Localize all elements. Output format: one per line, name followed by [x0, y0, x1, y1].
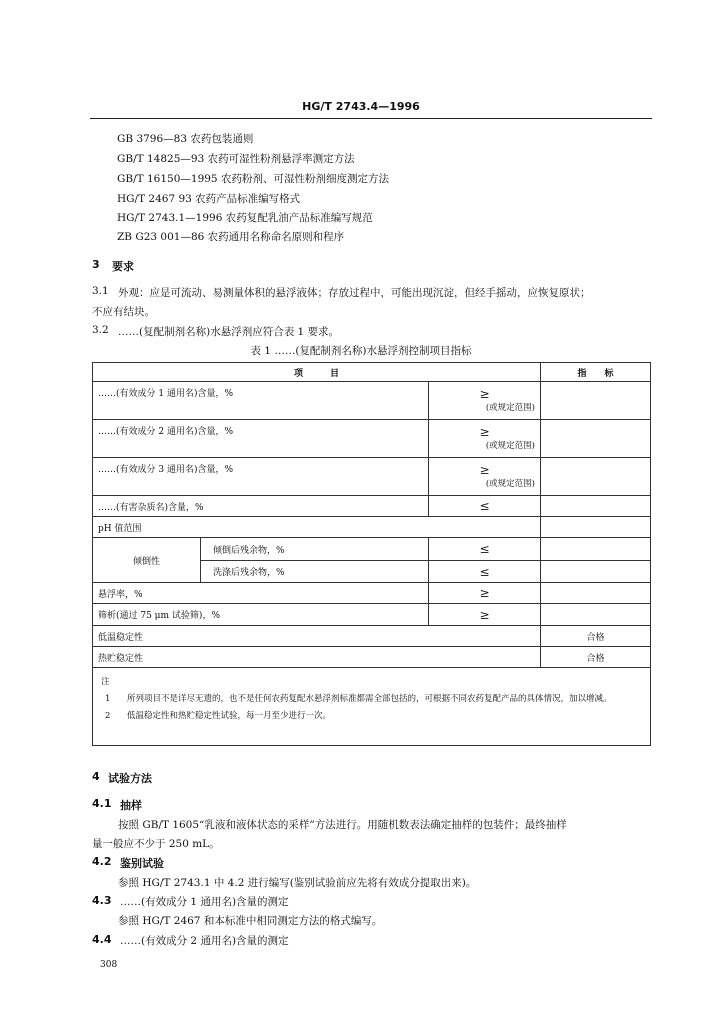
note-2: 2 低温稳定性和热贮稳定性试验，每一月至少进行一次。 — [105, 711, 332, 721]
row-label-active-3: ……(有效成分 3 通用名)含量，% — [93, 458, 429, 496]
note-1: 1 所列项目不是详尽无遗的，也不是任何农药复配水悬浮剂标准都需全部包括的，可根据不同农药复配产品的具体情况，加以增减。 — [105, 694, 612, 704]
header-rule — [90, 118, 652, 119]
clause-4-1-title: 抽样 — [120, 799, 142, 812]
row-value-low-temp: 合格 — [541, 626, 651, 647]
clause-4-1-text-cont: 量一般应不少于 250 mL。 — [92, 838, 220, 850]
row-value-active-1 — [541, 382, 651, 420]
row-value-impurity — [541, 496, 651, 517]
clause-4-2-title: 鉴别试验 — [120, 857, 164, 870]
row-label-impurity: ……(有害杂质名)含量，% — [93, 496, 429, 517]
reference-line: GB/T 16150—1995 农药粉剂、可湿性粉剂细度测定方法 — [117, 173, 389, 185]
clause-4-2-text: 参照 HG/T 2743.1 中 4.2 进行编写(鉴别试验前应先将有效成分提取出来)。 — [118, 877, 477, 889]
notes-title: 注 — [101, 677, 110, 687]
row-label-pourability: 倾倒性 — [93, 538, 201, 583]
reference-line: GB 3796—83 农药包装通则 — [117, 133, 254, 145]
row-operator-wash-residue: ≤ — [429, 561, 541, 583]
table-notes — [93, 668, 651, 746]
row-label-wash-residue: 洗涤后残余物，% — [201, 561, 429, 583]
row-label-low-temp: 低温稳定性 — [93, 626, 541, 647]
requirements-table — [92, 362, 651, 746]
clause-4-3-title: ……(有效成分 1 通用名)含量的测定 — [120, 896, 289, 908]
section-4-title: 试验方法 — [108, 772, 152, 785]
row-operator-active-1: ≥ (或规定范围) — [429, 382, 541, 420]
row-operator-suspensibility: ≥ — [429, 583, 541, 604]
clause-4-4-number: 4.4 — [92, 933, 112, 946]
document-header: HG/T 2743.4—1996 — [302, 100, 420, 113]
row-value-active-3 — [541, 458, 651, 496]
row-label-pour-residue: 倾倒后残余物，% — [201, 538, 429, 561]
clause-4-2-number: 4.2 — [92, 855, 112, 868]
table-caption: 表 1 ……(复配制剂名称)水悬浮剂控制项目指标 — [250, 345, 472, 357]
row-value-wash-residue — [541, 561, 651, 583]
section-3-number: 3 — [92, 258, 100, 271]
row-value-active-2 — [541, 420, 651, 458]
row-operator-sieve: ≥ — [429, 604, 541, 626]
clause-3-2-number: 3.2 — [92, 324, 109, 336]
row-value-suspensibility — [541, 583, 651, 604]
section-3-title: 要求 — [112, 260, 134, 273]
row-operator-active-3: ≥ (或规定范围) — [429, 458, 541, 496]
row-operator-pour-residue: ≤ — [429, 538, 541, 561]
clause-4-3-text: 参照 HG/T 2467 和本标准中相同测定方法的格式编写。 — [118, 915, 383, 927]
clause-4-4-title: ……(有效成分 2 通用名)含量的测定 — [120, 935, 289, 947]
clause-3-1-text-cont: 不应有结块。 — [92, 306, 155, 318]
row-operator-active-2: ≥ (或规定范围) — [429, 420, 541, 458]
clause-3-1-text: 外观：应是可流动、易测量体积的悬浮液体；存放过程中，可能出现沉淀，但经手摇动，应恢复原状； — [118, 287, 591, 299]
row-label-heat-storage: 热贮稳定性 — [93, 647, 541, 668]
row-value-ph — [541, 517, 651, 538]
page-number: 308 — [100, 960, 118, 970]
row-value-sieve — [541, 604, 651, 626]
column-header-index: 指 标 — [541, 363, 651, 382]
row-value-heat-storage: 合格 — [541, 647, 651, 668]
reference-line: ZB G23 001—86 农药通用名称命名原则和程序 — [117, 231, 345, 243]
clause-3-1-number: 3.1 — [92, 285, 109, 297]
section-4-number: 4 — [92, 770, 100, 783]
clause-3-2-text: ……(复配制剂名称)水悬浮剂应符合表 1 要求。 — [118, 326, 340, 338]
clause-4-1-number: 4.1 — [92, 797, 112, 810]
row-label-active-1: ……(有效成分 1 通用名)含量，% — [93, 382, 429, 420]
column-header-item: 项 目 — [93, 363, 541, 382]
row-label-active-2: ……(有效成分 2 通用名)含量，% — [93, 420, 429, 458]
row-label-ph: pH 值范围 — [93, 517, 541, 538]
clause-4-1-text: 按照 GB/T 1605“乳液和液体状态的采样”方法进行。用随机数表法确定抽样的包装件；最终抽样 — [118, 819, 567, 831]
row-operator-impurity: ≤ — [429, 496, 541, 517]
reference-line: GB/T 14825—93 农药可湿性粉剂悬浮率测定方法 — [117, 153, 355, 165]
row-label-sieve: 筛析(通过 75 μm 试验筛)，% — [93, 604, 429, 626]
row-value-pour-residue — [541, 538, 651, 561]
row-label-suspensibility: 悬浮率，% — [93, 583, 429, 604]
reference-line: HG/T 2467 93 农药产品标准编写格式 — [117, 193, 301, 205]
reference-line: HG/T 2743.1—1996 农药复配乳油产品标准编写规范 — [117, 212, 373, 224]
clause-4-3-number: 4.3 — [92, 894, 112, 907]
